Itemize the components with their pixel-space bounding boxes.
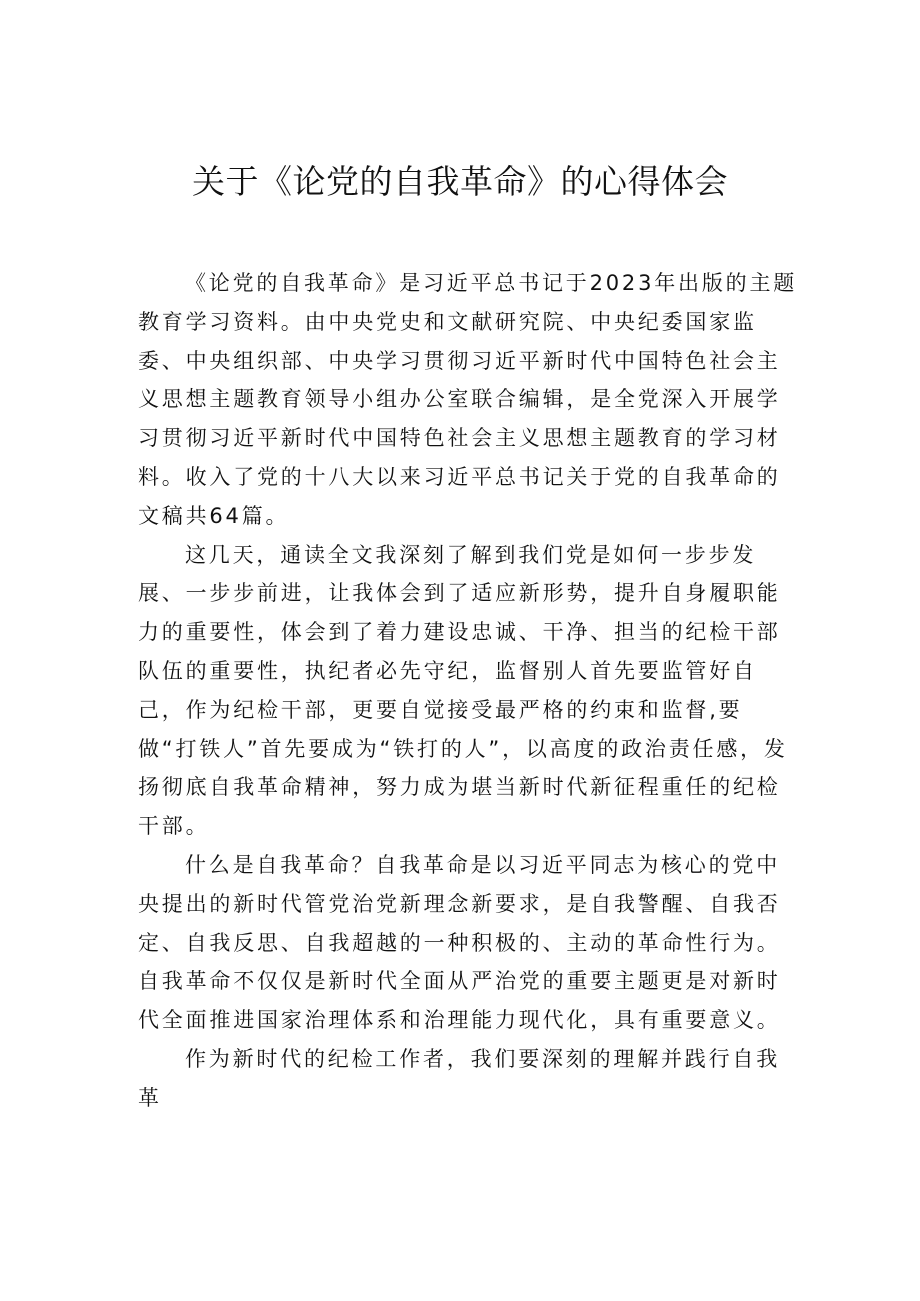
document-title: 关于《论党的自我革命》的心得体会 <box>192 162 728 201</box>
paragraph-reflection: 这几天，通读全文我深刻了解到我们党是如何一步步发展、一步步前进，让我体会到了适应新形势，提升自身履职能力的重要性，体会到了着力建设忠诚、干净、担当的纪检干部队伍的重要性，执纪者必先守纪，监督别人首先要监管好自己，作为纪检干部，更要自觉接受最严格的约束和监督,要做“打铁人”首先要成为“铁打的人”，以高度的政治责任感，发扬彻底自我革命精神，努力成为堪当新时代新征程重任的纪检干部。 <box>138 542 788 839</box>
paragraph-intro: 《论党的自我革命》是习近平总书记于2023年出版的主题教育学习资料。由中央党史和文献研究院、中央纪委国家监委、中央组织部、中央学习贯彻习近平新时代中国特色社会主义思想主题教育领导小组办公室联合编辑，是全党深入开展学习贯彻习近平新时代中国特色社会主义思想主题教育的学习材料。收入了党的十八大以来习近平总书记关于党的自我革命的文稿共64篇。 <box>138 271 798 528</box>
paragraph-practice: 作为新时代的纪检工作者，我们要深刻的理解并践行自我革 <box>138 1046 780 1110</box>
paragraph-definition: 什么是自我革命？自我革命是以习近平同志为核心的党中央提出的新时代管党治党新理念新要求，是自我警醒、自我否定、自我反思、自我超越的一种积极的、主动的革命性行为。自我革命不仅仅是新时代全面从严治党的重要主题更是对新时代全面推进国家治理体系和治理能力现代化，具有重要意义。 <box>138 852 781 1033</box>
document-body <box>138 264 798 1118</box>
